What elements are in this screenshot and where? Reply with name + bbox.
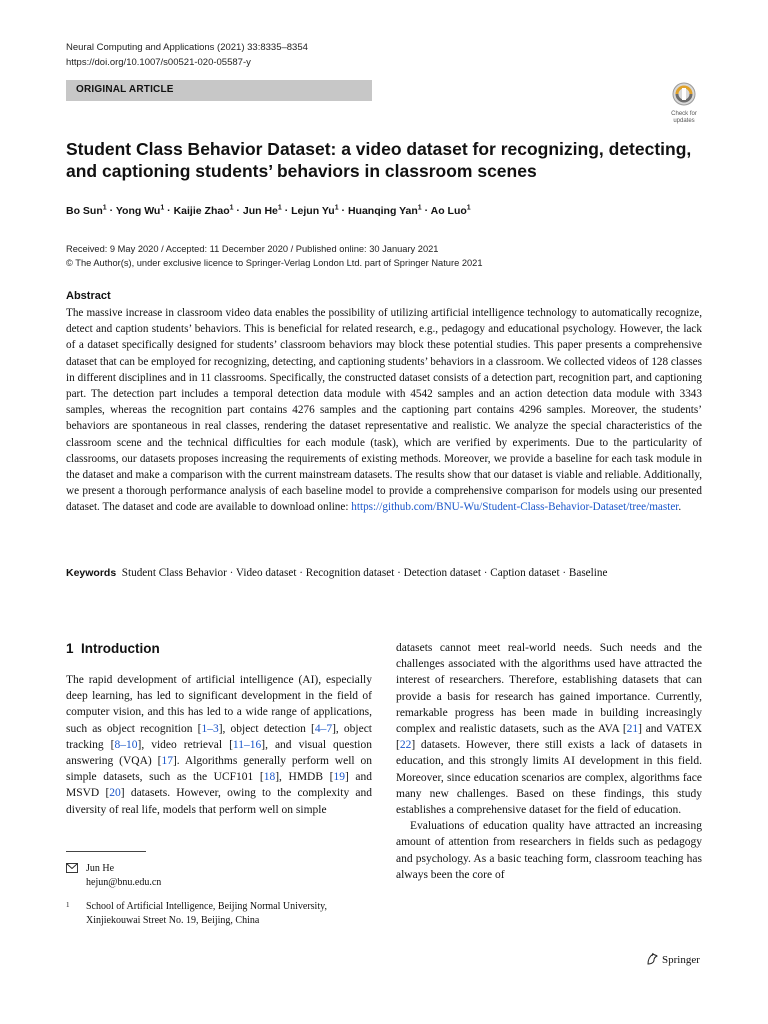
abstract-heading: Abstract (66, 290, 111, 302)
paper-title: Student Class Behavior Dataset: a video dataset for recognizing, detecting, and captioning students’ behaviors in classroom scenes (66, 139, 692, 181)
citation-link[interactable]: 17 (161, 755, 173, 768)
citation-link[interactable]: 19 (333, 771, 345, 784)
publisher-logo (645, 952, 700, 966)
paragraph-text: ], video retrieval [ (137, 738, 233, 751)
contact-name: Jun He (86, 863, 115, 874)
paragraph-text: The rapid development of artificial intelligence (AI), especially deep learning, has led to significant development in the field of computer vision, and this has led to a wide range of applications, such as object recognition [ (66, 674, 372, 735)
journal-citation: Neural Computing and Applications (2021) 33:8335–8354 (66, 42, 308, 53)
check-updates-line-2: updates (673, 117, 695, 124)
citation-link[interactable]: 22 (399, 739, 412, 752)
citation-link[interactable]: 1–3 (201, 722, 219, 735)
article-type-banner (66, 80, 372, 101)
paragraph-text: datasets cannot meet real-world needs. Such needs and the challenges associated with the algorithms used have attracted the interest of researchers. Therefore, establishing datasets that can provide a basis for research has gained importance. Currently, remarkable progress has been made in building increasingly complex and realistic datasets, such as the AVA [ (396, 642, 702, 736)
affiliation-line: Xinjiekouwai Street No. 19, Beijing, China (86, 915, 260, 926)
paragraph-text: ], object tracking [ (66, 722, 372, 751)
citation-link[interactable]: 21 (626, 723, 639, 736)
citation-link[interactable]: 8–10 (114, 738, 138, 751)
affiliation-number: 1 (66, 901, 70, 909)
citation-link[interactable]: 4–7 (314, 722, 333, 735)
author[interactable]: Bo Sun$^1$ (66, 204, 107, 217)
paragraph-text: ] datasets. However, owing to the complexity and diversity of real life, models that perform well on simple (66, 787, 373, 816)
affiliation-line: School of Artificial Intelligence, Beijing Normal University, (86, 901, 327, 912)
intro-paragraph-left (66, 672, 372, 818)
section-heading: 1 Introduction (66, 641, 160, 656)
intro-paragraph-right-1 (396, 640, 702, 818)
keywords-list: Student Class Behavior · Video dataset · Recognition dataset · Detection dataset · Caption dataset · Baseline (121, 567, 608, 579)
author-list: Bo Sun$^1$ · Yong $Wu^1$ · Kaijie Zhao$^1$ · Jun $He^1$ · Lejun $Yu^1$ · Huanqing Yan$^1$ · Ao Luo$^1$ (66, 204, 471, 217)
check-for-updates-badge[interactable] (664, 82, 704, 124)
author[interactable]: Kaijie Zhao$^1$ (173, 204, 234, 217)
author[interactable]: Huanqing Yan$^1$ (347, 204, 422, 217)
article-type-label: ORIGINAL ARTICLE (76, 84, 174, 95)
author[interactable]: Jun He$^1$ (242, 204, 282, 217)
author[interactable]: Ao Luo$^1$ (430, 204, 471, 217)
abstract-text: The massive increase in classroom video data enables the possibility of utilizing artificial intelligence technology to automatically recognize, detect and caption students’ behaviors. This is beneficial for related research, e.g., pedagogy and educational psychology. However, the lack of a dataset specifically designed for students’ classroom behaviors may block these potential studies. This paper presents a comprehensive dataset that can be employed for recognizing, detecting, and captioning students’ behaviors in a classroom. We collected videos of 128 classes in different disciplines and in 11 classrooms. Specifically, the constructed dataset consists of a detection part, recognition part, and captioning part. The detection part includes a temporal detection data module with 4542 samples and an action detection data module with 3343 samples, whereas the recognition part contains 4276 samples and the captioning part contains 4296 samples. Moreover, the students’ behaviors are spontaneous in real classes, rendering the dataset representative and realistic. We analyze the special characteristics of the classroom scene and the technical difficulties for each module (task), which are verified by experiments. Due to the particularity of classrooms, our datasets proposes increasing the requirements of existing methods. Moreover, we provide a baseline for each task module in the dataset and make a comparison with the current mainstream datasets. The results show that our dataset is viable and reliable. Additionally, we present a thorough performance analysis of each baseline model to provide a comprehensive comparison for models using our presented dataset. The dataset and code are available to download online: (66, 307, 702, 514)
envelope-icon (66, 863, 78, 873)
author[interactable]: Yong Wu$^1$ (115, 204, 165, 217)
contact-email[interactable]: hejun@bnu.edu.cn (86, 877, 162, 888)
citation-link[interactable]: 20 (109, 787, 121, 800)
keywords (66, 565, 702, 581)
paragraph-text: ] and VATEX [ (396, 723, 702, 752)
publication-dates (66, 242, 483, 270)
citation-link[interactable]: 18 (263, 771, 276, 784)
abstract-body: The massive increase in classroom video data enables the possibility of utilizing artificial intelligence technology to automatically recognize, detect and caption students’ behaviors. This is beneficial for related research, e.g., pedagogy and educational psychology. However, the lack of a dataset specifically designed for students’ classroom behaviors may block these potential studies. This paper presents a comprehensive dataset that can be employed for recognizing, detecting, and captioning students’ behaviors in a classroom. We collected videos of 128 classes in different disciplines and in 11 classrooms. Specifically, the constructed dataset consists of a detection part, recognition part, and captioning part. The detection part includes a temporal detection data module with 4542 samples and an action detection data module with 3343 samples, whereas the recognition part contains 4276 samples and the captioning part contains 4296 samples. Moreover, the students’ behaviors are spontaneous in real classes, rendering the dataset representative and realistic. We analyze the special characteristics of the classroom scene and the technical difficulties for each module (task), which are verified by experiments. Due to the particularity of classrooms, our datasets proposes increasing the requirements of existing methods. Moreover, we provide a baseline for each task module in the dataset and make a comparison with the current mainstream datasets. The results show that our dataset is viable and reliable. Additionally, we present a thorough performance analysis of each baseline model to provide a comprehensive comparison for models using our presented dataset. The dataset and code are available to download online: https://github.com/BNU-Wu/Student-Class-Behavior-Dataset/tree/master. (66, 307, 702, 514)
paragraph-text: ], and visual question answering (VQA) [ (66, 738, 373, 768)
paragraph-text: ] datasets. However, there still exists a lack of datasets in education, and this strongly limits AI development in this field. Moreover, since education scenarios are complex, algorithms face many new challenges. Based on these findings, this study establishes a comprehensive dataset for the field of education. (396, 739, 702, 817)
paragraph-text: ], HMDB [ (275, 771, 334, 784)
springer-horse-icon (645, 952, 659, 966)
journal-header (66, 40, 308, 70)
dates-line: Received: 9 May 2020 / Accepted: 11 December 2020 / Published online: 30 January 2021 (66, 244, 439, 254)
check-updates-icon (672, 82, 696, 106)
dataset-link[interactable]: https://github.com/BNU-Wu/Student-Class-Behavior-Dataset/tree/master (351, 501, 679, 514)
intro-column-right (396, 640, 702, 883)
copyright-line: © The Author(s), under exclusive licence to Springer-Verlag London Ltd. part of Springer Nature 2021 (66, 258, 483, 268)
footnote-rule (66, 851, 146, 852)
author[interactable]: Lejun Yu$^1$ (291, 204, 339, 217)
intro-paragraph-right-2: Evaluations of education quality have attracted an increasing amount of attention from researchers in fields such as pedagogy and psychology. As a basic teaching form, classroom teaching has always been the core of (396, 820, 702, 881)
check-updates-line-1: Check for (671, 111, 697, 117)
paragraph-text: ], object detection [ (218, 722, 315, 735)
citation-link[interactable]: 11–16 (232, 738, 262, 751)
keywords-label: Keywords (66, 567, 117, 579)
paragraph-text: ]. Algorithms generally perform well on simple datasets, such as the UCF101 [ (66, 755, 372, 784)
paragraph-text: ] and MSVD [ (66, 771, 373, 800)
publisher-name: Springer (662, 954, 700, 966)
doi-link[interactable]: https://doi.org/10.1007/s00521-020-05587-y (66, 57, 251, 68)
